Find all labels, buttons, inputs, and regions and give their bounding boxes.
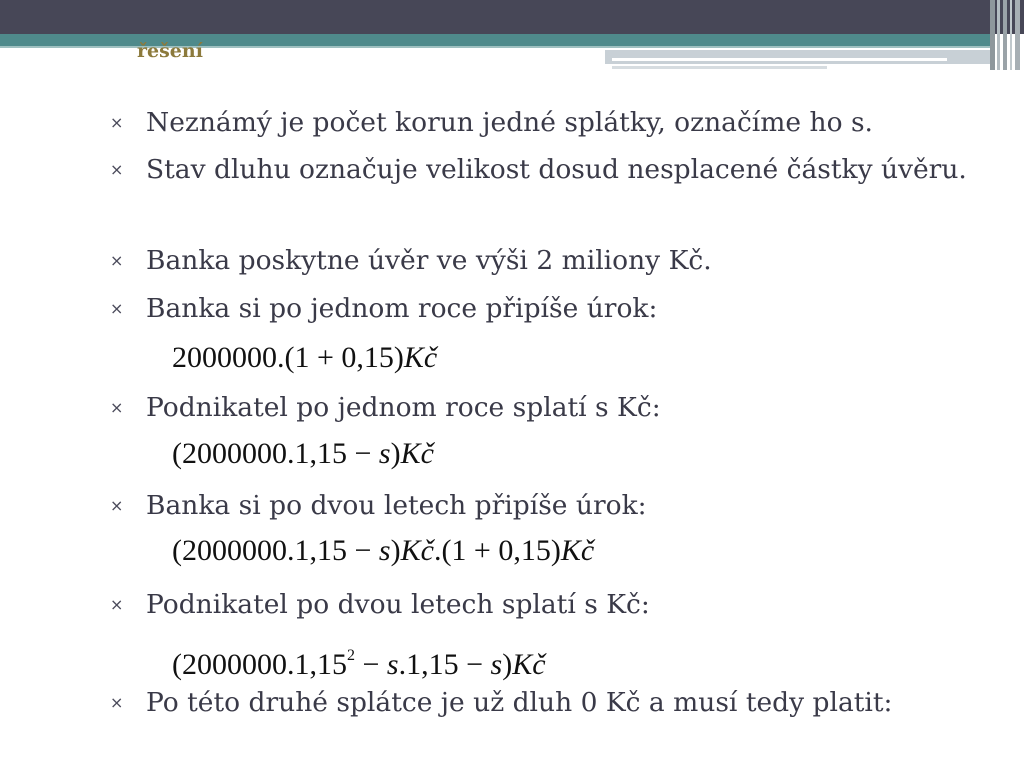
bullet-text: Podnikatel po dvou letech splatí s Kč: [146,589,650,620]
bullet-item [110,683,990,723]
formula-unit: Kč [400,534,434,567]
bullet-text: Neznámý je počet korun jedné splátky, označíme ho s. [146,107,873,138]
bullet-marker-icon: × [110,595,124,614]
formula-payment-year-1 [172,437,434,471]
formula-part: ) [502,648,513,681]
bullet-text: Stav dluhu označuje velikost dosud nesplacené částky úvěru. [146,154,967,185]
formula-part: .1,15 − [398,648,491,681]
bullet-text: Po této druhé splátce je už dluh 0 Kč a musí tedy platit: [146,687,893,718]
bullet-marker-icon: × [110,113,124,132]
bullet-marker-icon: × [110,693,124,712]
bullet-text: Banka poskytne úvěr ve výši 2 miliony Kč. [146,245,712,276]
header-bar-dark [0,0,1024,34]
header-vertical-bar [1010,0,1012,70]
header-bar-light-line-2 [612,66,827,69]
formula-part: (2000000.1,15 [172,648,347,681]
formula-part: .(1 + 0,15) [433,534,561,567]
formula-part: ) [390,437,401,470]
formula-variable: s [378,437,391,470]
header-vertical-bar [1015,0,1020,70]
formula-unit: Kč [512,648,546,681]
formula-variable: s [378,534,391,567]
formula-part: ) [390,534,401,567]
bullet-marker-icon: × [110,251,124,270]
formula-interest-year-1 [172,341,437,375]
bullet-item [110,289,990,329]
formula-variable: s [386,648,399,681]
header-vertical-bar [997,0,1000,70]
bullet-text: Podnikatel po jednom roce splatí s Kč: [146,392,661,423]
header-vertical-bar [990,0,995,70]
header-bar-light-line [612,58,947,61]
bullet-text: Banka si po dvou letech připíše úrok: [146,490,647,521]
formula-unit: Kč [403,341,438,374]
formula-part: (2000000.1,15 − [172,534,379,567]
header-bar-light [605,50,990,64]
bullet-item [110,486,990,526]
formula-exponent: 2 [347,647,355,664]
bullet-item [110,241,990,281]
bullet-marker-icon: × [110,398,124,417]
formula-unit: Kč [400,437,434,470]
bullet-item [110,150,970,190]
bullet-item [110,103,990,143]
bullet-item [110,388,990,428]
formula-part: − [355,648,387,681]
formula-variable: s [490,648,503,681]
header-vertical-bar [1003,0,1007,70]
bullet-text: Banka si po jednom roce připíše úrok: [146,293,658,324]
bullet-item [110,585,990,625]
bullet-marker-icon: × [110,299,124,318]
bullet-marker-icon: × [110,160,124,179]
formula-part: (2000000.1,15 − [172,437,379,470]
slide-title: řešení [137,40,203,62]
formula-unit: Kč [560,534,595,567]
bullet-marker-icon: × [110,496,124,515]
formula-payment-year-2 [172,639,546,682]
formula-interest-year-2 [172,534,594,568]
formula-part: 2000000.(1 + 0,15) [172,341,404,374]
